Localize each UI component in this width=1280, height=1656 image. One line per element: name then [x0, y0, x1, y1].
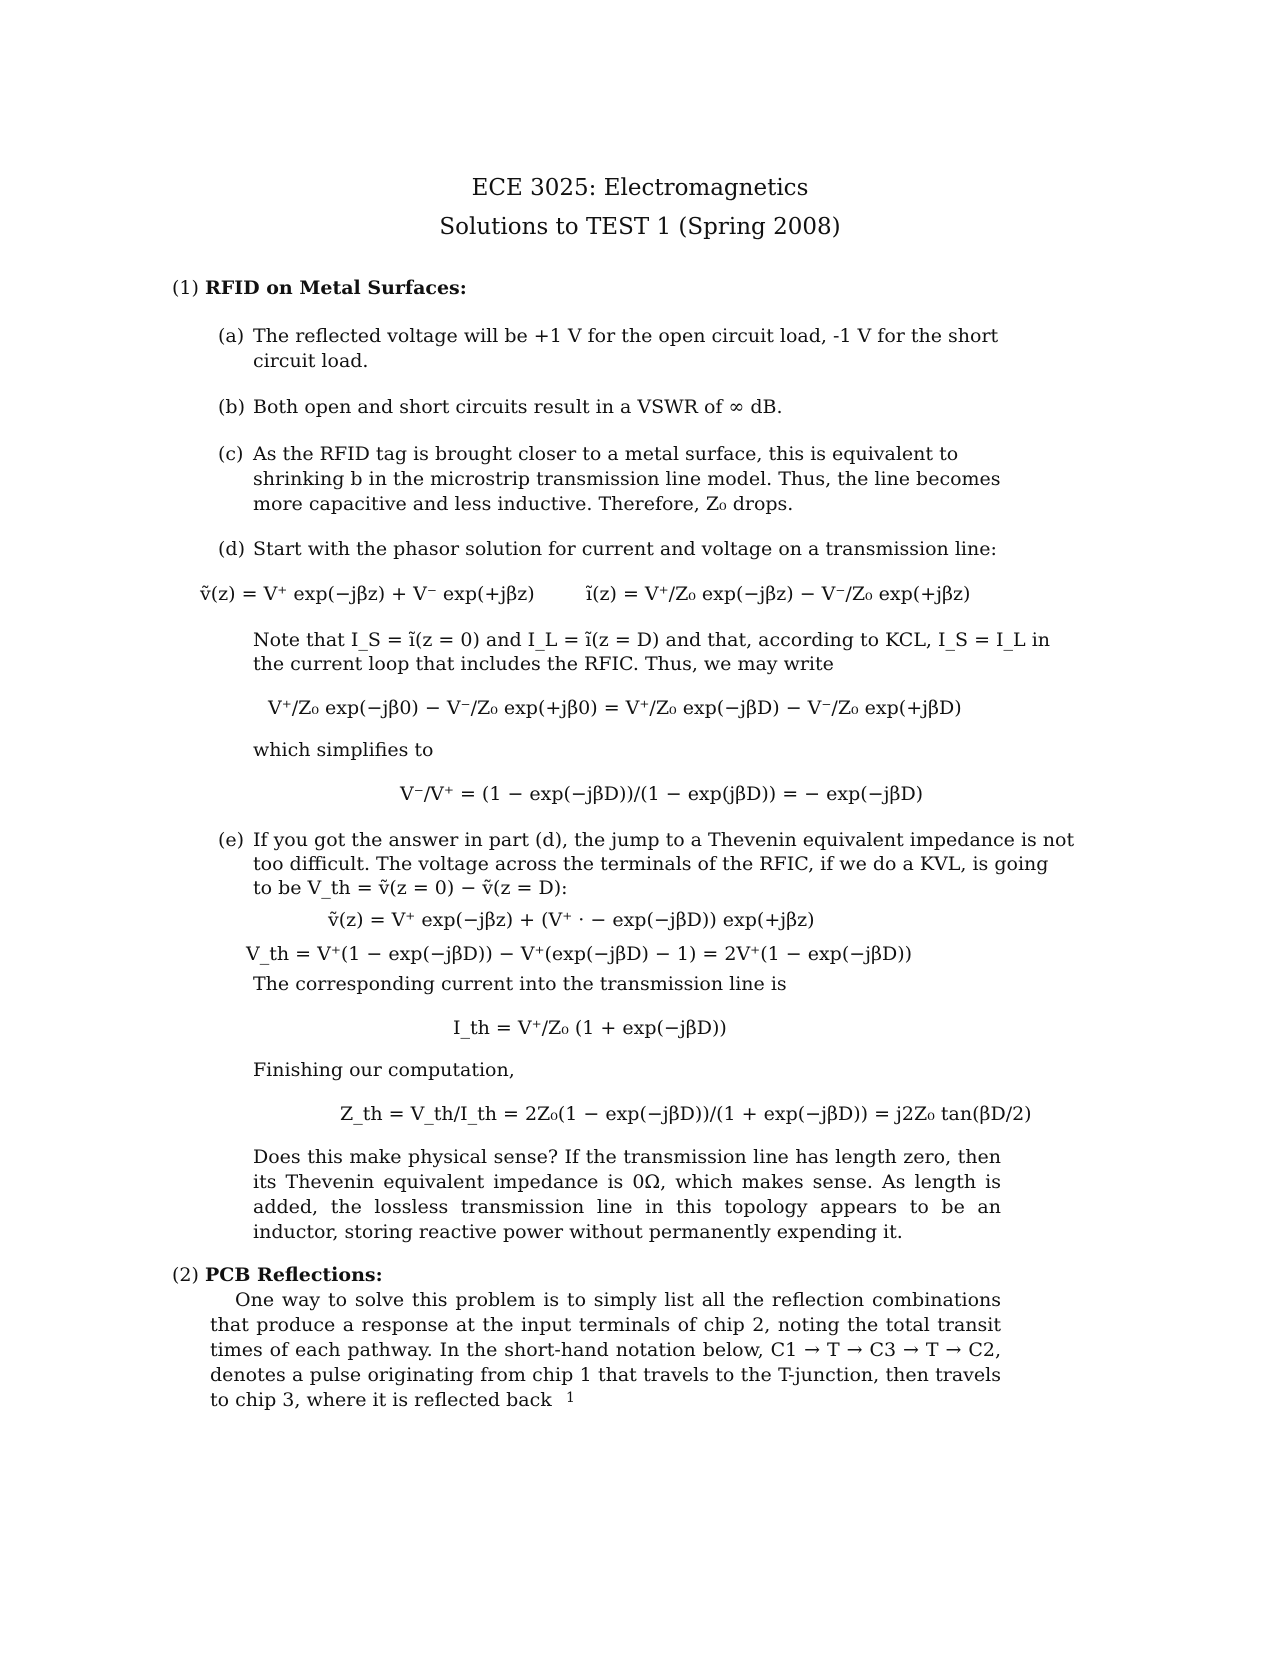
finishing-text: Finishing our computation, [253, 1059, 515, 1081]
part-a-label: (a) [218, 325, 245, 347]
part-d-note-line-1: Note that I_S = ĩ(z = 0) and I_L = ĩ(z = D) and that, according to KCL, I_S = I_L in [253, 629, 1051, 651]
equation-vth: V_th = V⁺(1 − exp(−jβD)) − V⁺(exp(−jβD) − 1) = 2V⁺(1 − exp(−jβD)) [246, 943, 913, 965]
part-e-text-line-2: too difficult. The voltage across the terminals of the RFIC, if we do a KVL, is going [253, 853, 1049, 875]
part-d-intro: Start with the phasor solution for current and voltage on a transmission line: [253, 538, 997, 560]
problem-1-number: (1) [172, 277, 199, 299]
part-e-text-line-3: to be V_th = ṽ(z = 0) − ṽ(z = D): [253, 877, 568, 899]
equation-kcl: V⁺/Z₀ exp(−jβ0) − V⁻/Z₀ exp(+jβ0) = V⁺/Z₀ exp(−jβD) − V⁻/Z₀ exp(+jβD) [268, 697, 962, 719]
equation-reflection-ratio: V⁻/V⁺ = (1 − exp(−jβD))/(1 − exp(jβD)) = − exp(−jβD) [400, 783, 924, 805]
equation-voltage-kvl: ṽ(z) = V⁺ exp(−jβz) + (V⁺ · − exp(−jβD)) exp(+jβz) [328, 909, 815, 931]
part-b-label: (b) [218, 396, 245, 418]
part-c-text: As the RFID tag is brought closer to a metal surface, this is equivalent to shrinking b in the microstrip transmission line model. Thus, the line becomes more capacitive and less inductive. Therefore, Z₀ drops. [253, 443, 1001, 515]
equation-zth: Z_th = V_th/I_th = 2Z₀(1 − exp(−jβD))/(1 + exp(−jβD)) = j2Z₀ tan(βD/2) [340, 1103, 1032, 1125]
equation-voltage-phasor: ṽ(z) = V⁺ exp(−jβz) + V⁻ exp(+jβz) [200, 583, 535, 605]
part-e-conclusion: Does this make physical sense? If the transmission line has length zero, then its Thevenin equivalent impedance is 0Ω, which makes sense. As length is added, the lossless transmission line in this topology appears to be an inductor, storing reactive power without permanently expending it. [253, 1146, 1001, 1243]
page-number: 1 [566, 1390, 575, 1406]
equation-ith: I_th = V⁺/Z₀ (1 + exp(−jβD)) [453, 1017, 727, 1039]
document-title: ECE 3025: Electromagnetics [471, 175, 809, 201]
problem-2-title: PCB Reflections: [204, 1264, 383, 1286]
part-b-text: Both open and short circuits result in a VSWR of ∞ dB. [253, 396, 783, 418]
part-d-note-line-2: the current loop that includes the RFIC. Thus, we may write [253, 653, 834, 675]
problem-1-title: RFID on Metal Surfaces: [204, 277, 467, 299]
part-d-label: (d) [218, 538, 245, 560]
part-e-text-line-1: If you got the answer in part (d), the jump to a Thevenin equivalent impedance is not [253, 829, 1075, 851]
part-e-label: (e) [218, 829, 245, 851]
simplifies-text: which simplifies to [253, 739, 434, 761]
problem-2-text: One way to solve this problem is to simply list all the reflection combinations that produce a response at the input terminals of chip 2, noting the total transit times of each pathway. In the short-hand notation below, C1 → T → C3 → T → C2, denotes a pulse originating from chip 1 that travels to the T-junction, then travels to chip 3, where it is reflected back [210, 1289, 1001, 1411]
problem-1-heading [172, 276, 467, 301]
current-intro-text: The corresponding current into the transmission line is [253, 973, 787, 995]
part-a-text: The reflected voltage will be +1 V for the open circuit load, -1 V for the short circuit load. [253, 325, 999, 372]
problem-2-number: (2) [172, 1264, 199, 1286]
equation-current-phasor: ĩ(z) = V⁺/Z₀ exp(−jβz) − V⁻/Z₀ exp(+jβz) [586, 583, 971, 605]
part-c-label: (c) [218, 443, 244, 465]
document-subtitle: Solutions to TEST 1 (Spring 2008) [439, 214, 841, 240]
problem-2-heading [172, 1263, 383, 1288]
